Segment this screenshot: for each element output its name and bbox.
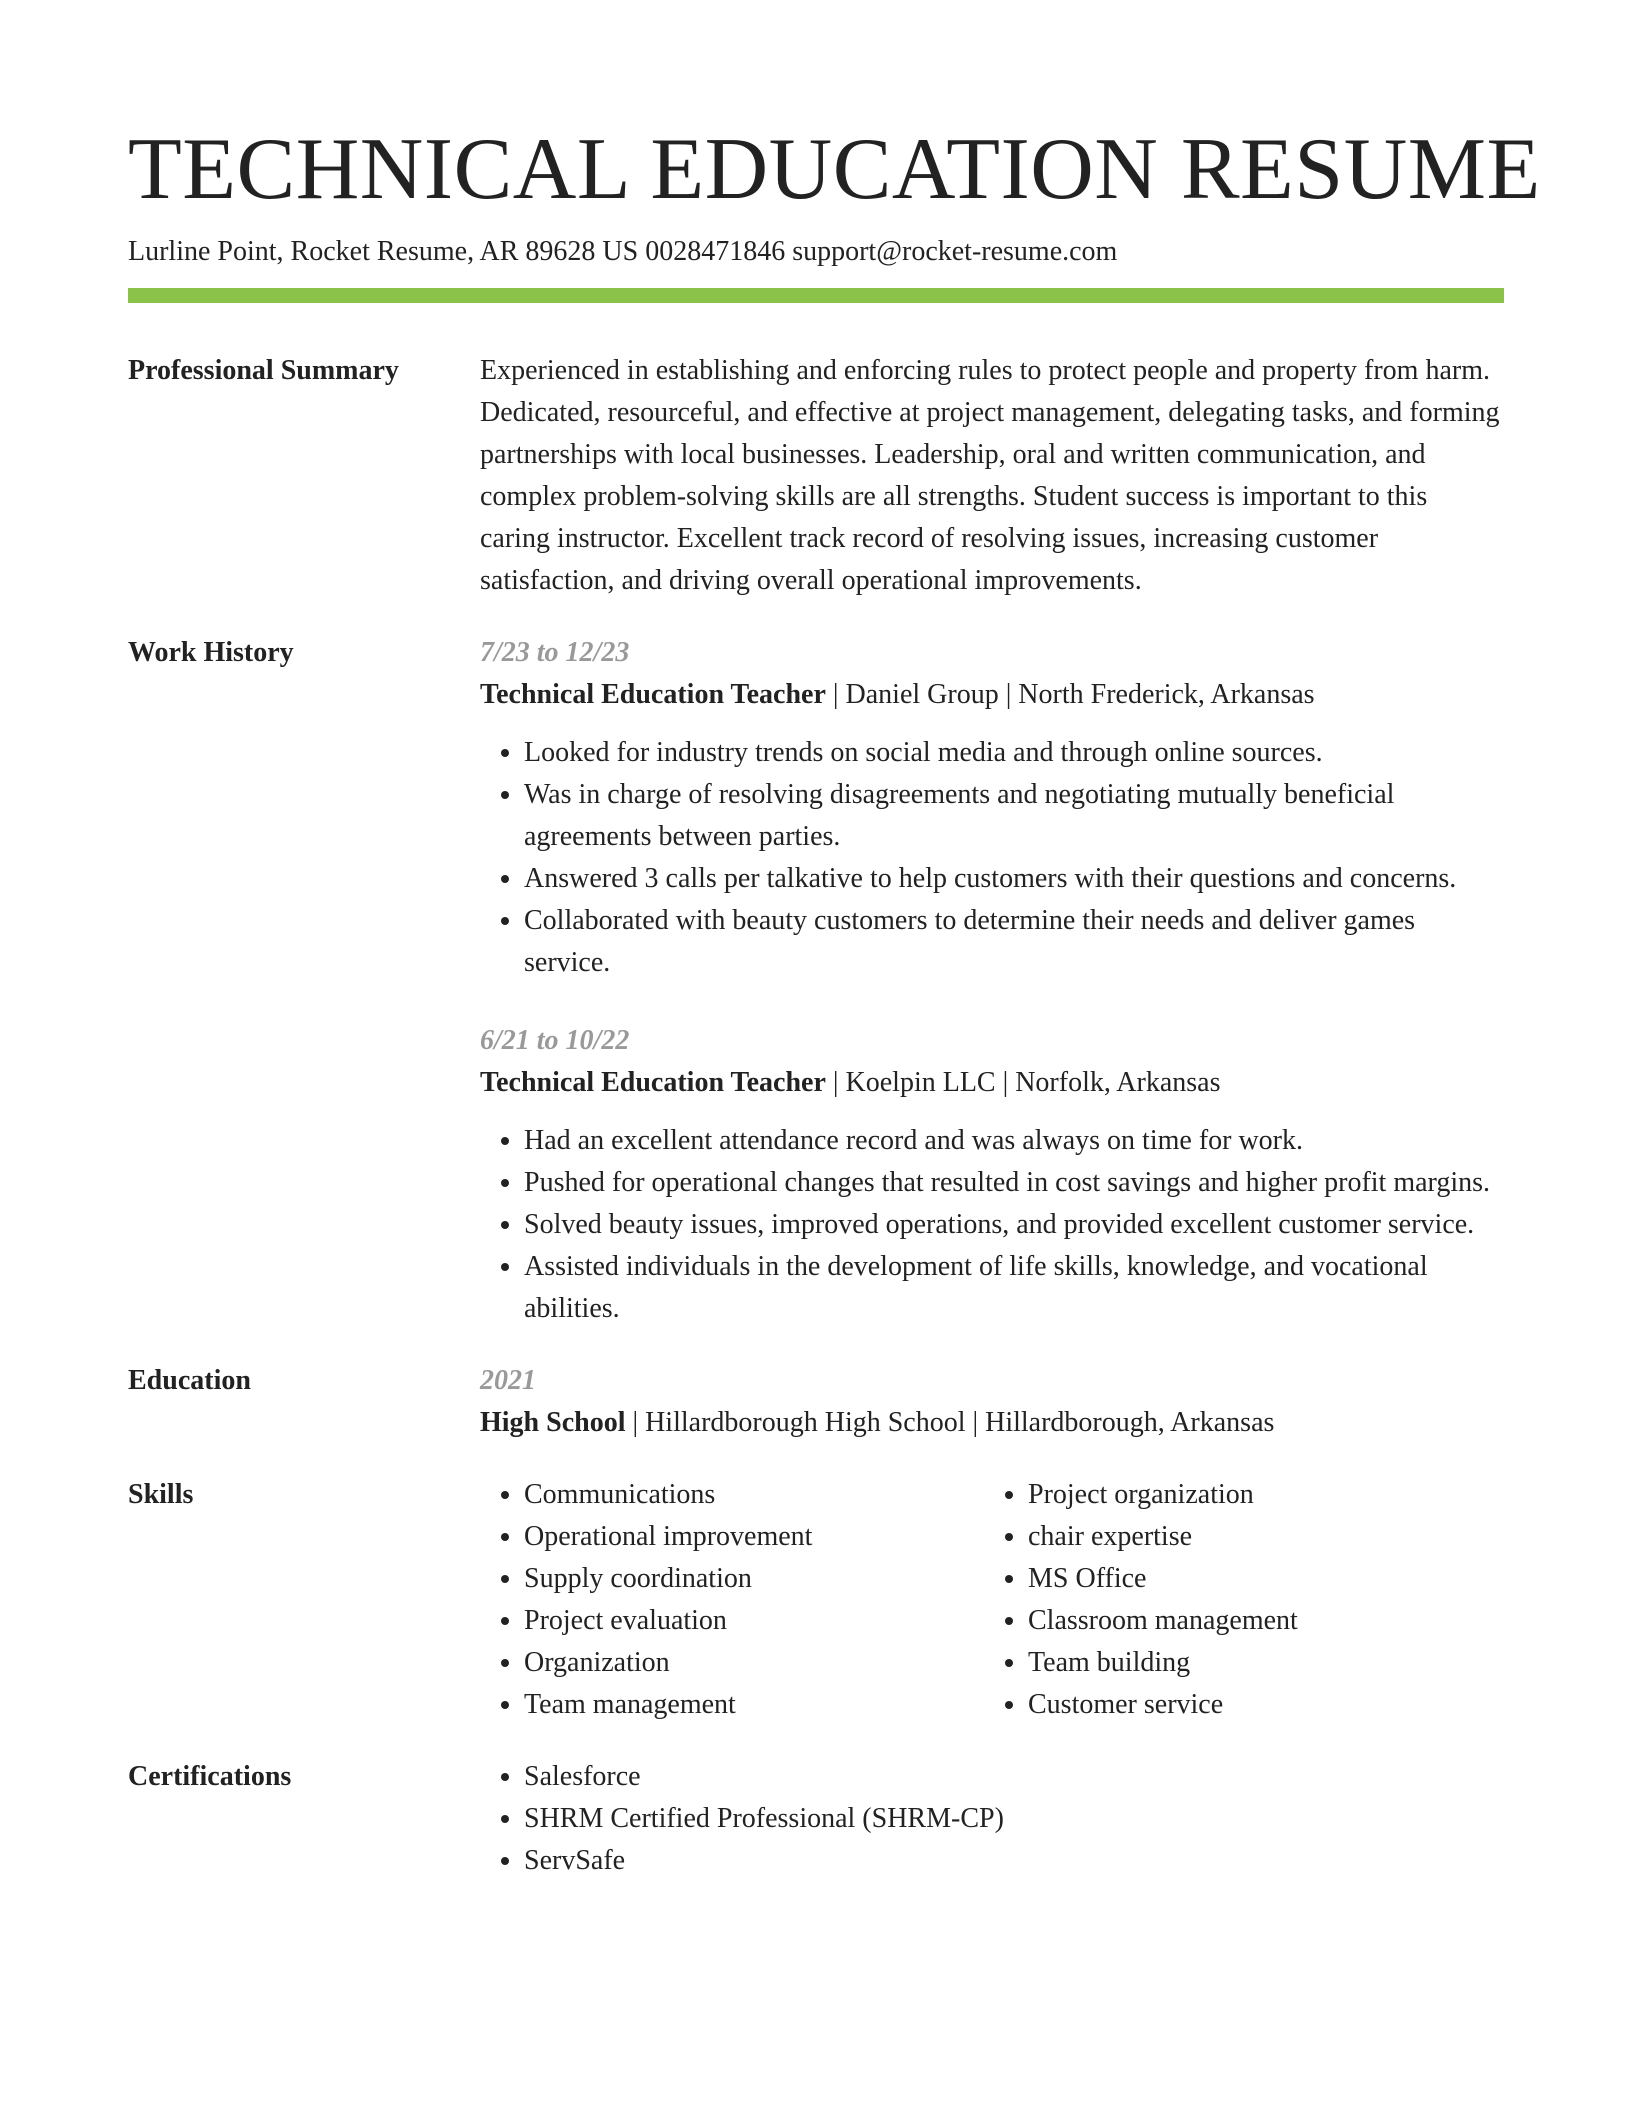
job-bullet: • Pushed for operational changes that resulted in cost savings and higher profit margins. [524, 1162, 1504, 1204]
skill-item: • Team management [524, 1684, 984, 1726]
certification-item: • SHRM Certified Professional (SHRM-CP) [524, 1798, 1504, 1840]
section-label-summary: Professional Summary [128, 355, 399, 386]
skill-item: • Customer service [1028, 1684, 1488, 1726]
section-label-skills: Skills [128, 1479, 194, 1510]
contact-line: Lurline Point, Rocket Resume, AR 89628 US 0028471846 support@rocket-resume.com [128, 236, 1118, 267]
job-bullet: • Was in charge of resolving disagreements and negotiating mutually beneficial agreements between parties. [524, 774, 1504, 858]
job-bullets [480, 732, 1504, 984]
skill-item: • Team building [1028, 1642, 1488, 1684]
skills-column-right [984, 1474, 1488, 1726]
job-dates: 7/23 to 12/23 [480, 637, 630, 668]
section-label-work-history: Work History [128, 637, 294, 668]
accent-divider [128, 288, 1504, 303]
job-details: | Daniel Group | North Frederick, Arkansas [825, 679, 1315, 710]
resume-sections [128, 350, 1504, 1882]
skill-item: • Communications [524, 1474, 984, 1516]
certification-item: • Salesforce [524, 1756, 1504, 1798]
summary-section [128, 350, 1504, 602]
job-bullet: • Answered 3 calls per talkative to help customers with their questions and concerns. [524, 858, 1504, 900]
certifications-list [480, 1756, 1504, 1882]
job-bullet: • Looked for industry trends on social media and through online sources. [524, 732, 1504, 774]
skill-item: • MS Office [1028, 1558, 1488, 1600]
job-bullet: • Solved beauty issues, improved operations, and provided excellent customer service. [524, 1204, 1504, 1246]
skill-item: • Operational improvement [524, 1516, 984, 1558]
job-bullet: • Had an excellent attendance record and was always on time for work. [524, 1120, 1504, 1162]
job-title-line [480, 674, 1504, 716]
job-entry [480, 632, 1504, 984]
skills-body [480, 1474, 1504, 1726]
education-degree: High School [480, 1407, 626, 1438]
section-label-certifications: Certifications [128, 1761, 292, 1792]
education-details: | Hillardborough High School | Hillardborough, Arkansas [625, 1407, 1275, 1438]
job-title-line [480, 1062, 1504, 1104]
skill-item: • Project organization [1028, 1474, 1488, 1516]
skill-item: • Organization [524, 1642, 984, 1684]
job-details: | Koelpin LLC | Norfolk, Arkansas [825, 1067, 1221, 1098]
certifications-body [480, 1756, 1504, 1882]
job-title: Technical Education Teacher [480, 679, 826, 710]
skill-item: • chair expertise [1028, 1516, 1488, 1558]
summary-text: Experienced in establishing and enforcing rules to protect people and property from harm. Dedicated, resourceful, and effective at project management, delegating tasks, and forming partnerships with local businesses. Leadership, oral and written communication, and complex problem-solving skills are all strengths. Student success is important to this caring instructor. Excellent track record of resolving issues, increasing customer satisfaction, and driving overall operational improvements. [480, 355, 1500, 596]
job-dates: 6/21 to 10/22 [480, 1025, 630, 1056]
job-bullets [480, 1120, 1504, 1330]
education-year: 2021 [480, 1365, 536, 1396]
skills-column-left [480, 1474, 984, 1726]
work-history-section [128, 632, 1504, 1330]
summary-body [480, 350, 1504, 602]
work-history-body [480, 632, 1504, 1330]
education-line [480, 1402, 1504, 1444]
education-body [480, 1360, 1504, 1444]
skill-item: • Supply coordination [524, 1558, 984, 1600]
certifications-section [128, 1756, 1504, 1882]
resume-title: TECHNICAL EDUCATION RESUME [128, 121, 1541, 218]
job-bullet: • Assisted individuals in the development of life skills, knowledge, and vocational abilities. [524, 1246, 1504, 1330]
skill-item: • Classroom management [1028, 1600, 1488, 1642]
skills-section [128, 1474, 1504, 1726]
job-entry [480, 1020, 1504, 1330]
job-title: Technical Education Teacher [480, 1067, 826, 1098]
skill-item: • Project evaluation [524, 1600, 984, 1642]
certification-item: • ServSafe [524, 1840, 1504, 1882]
education-section [128, 1360, 1504, 1444]
job-bullet: • Collaborated with beauty customers to determine their needs and deliver games service. [524, 900, 1504, 984]
section-label-education: Education [128, 1365, 251, 1396]
